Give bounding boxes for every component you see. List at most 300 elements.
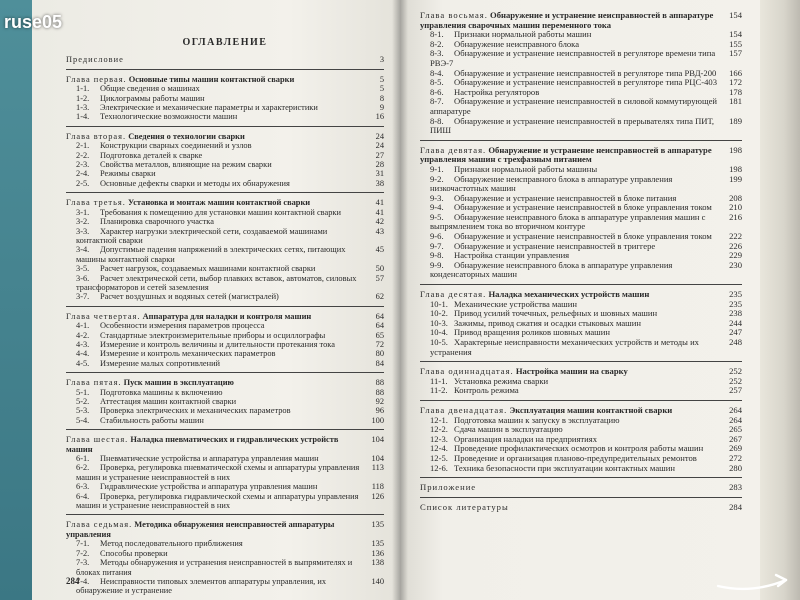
toc-page-number: 9 xyxy=(379,103,384,113)
toc-page-number: 178 xyxy=(729,86,742,97)
toc-section-entry xyxy=(76,94,384,103)
section-title: Проверка, регулировка пневматической схемы и аппаратуры управления машин и устранение неисправностей в них xyxy=(76,463,360,482)
section-title: Механические устройства машин xyxy=(454,299,577,309)
toc-page-number: 88 xyxy=(375,378,384,388)
toc-page-number: 210 xyxy=(729,202,742,213)
toc-section-entry xyxy=(430,117,742,136)
section-title: Расчет воздушных и водяных сетей (магистралей) xyxy=(100,292,279,302)
toc-page-number: 198 xyxy=(729,144,742,155)
toc-page-number: 16 xyxy=(375,112,384,122)
section-title: Обнаружение и устранение неисправностей в регуляторе времени типа РВЭ-7 xyxy=(430,49,716,68)
toc-section-entry xyxy=(76,558,384,577)
section-title: Расчет нагрузок, создаваемых машинами контактной сварки xyxy=(100,264,316,274)
section-number: 5-2. xyxy=(76,397,90,406)
section-number: 12-3. xyxy=(430,434,448,444)
toc-page-number: 41 xyxy=(375,198,384,208)
chapter-head: Предисловие xyxy=(66,55,124,65)
section-number: 6-2. xyxy=(76,463,90,473)
section-number: 3-6. xyxy=(76,273,90,283)
book-page-edges xyxy=(760,0,800,600)
section-number: 9-7. xyxy=(430,241,444,251)
section-number: 12-5. xyxy=(430,453,448,463)
section-number: 7-3. xyxy=(76,558,90,568)
toc-page-number: 229 xyxy=(729,250,742,261)
toc-page-number: 135 xyxy=(371,520,384,530)
section-title: Настройка станции управления xyxy=(454,251,570,261)
toc-page-number: 272 xyxy=(729,452,742,463)
toc-chapter-entry xyxy=(66,520,384,539)
chapter-name: Наладка механических устройств машин xyxy=(488,290,650,300)
chapter-name: Обнаружение и устранение неисправностей в аппаратуре управления машин с трехфазным питанием xyxy=(420,145,712,165)
section-title: Признаки нормальной работы машины xyxy=(454,164,598,174)
toc-page-number: 235 xyxy=(729,298,742,309)
toc-page-number: 140 xyxy=(371,576,384,586)
section-number: 4-3. xyxy=(76,339,90,349)
section-title: Обнаружение и устранение неисправностей в регуляторе типа РВД-200 xyxy=(454,68,717,78)
chapter-name: Наладка пневматических и гидравлических устройств машин xyxy=(66,435,339,454)
section-title: Обнаружение неисправного блока в аппаратуре управления конденсаторных машин xyxy=(430,260,673,280)
toc-section-entry xyxy=(430,435,742,445)
toc-section-entry xyxy=(76,549,384,558)
toc-page-number: 172 xyxy=(729,77,742,88)
section-number: 2-2. xyxy=(76,150,90,160)
toc-page-number: 135 xyxy=(371,539,384,549)
toc-page-number: 235 xyxy=(729,289,742,300)
section-number: 8-5. xyxy=(430,78,444,88)
toc-page-number: 280 xyxy=(729,462,742,473)
toc-section-entry xyxy=(430,242,742,252)
toc-page-number: 199 xyxy=(729,173,742,184)
section-number: 6-4. xyxy=(76,491,90,501)
toc-page-number: 284 xyxy=(729,501,742,512)
toc-section-entry xyxy=(76,349,384,358)
toc-section-entry xyxy=(430,49,742,68)
chapter-name: Аппаратура для наладки и контроля машин xyxy=(142,311,312,321)
toc-section-entry xyxy=(430,251,742,261)
toc-section-entry xyxy=(76,227,384,246)
toc-page-number: 57 xyxy=(375,273,384,283)
toc-section-entry xyxy=(430,97,742,116)
section-number: 7-4. xyxy=(76,576,90,586)
toc-chapter-entry xyxy=(420,503,742,513)
toc-page-number: 43 xyxy=(375,226,384,236)
toc-section-entry xyxy=(430,78,742,88)
section-title: Проверка электрических и механических параметров xyxy=(100,406,291,416)
section-number: 3-1. xyxy=(76,207,90,217)
chapter-name: Основные типы машин контактной сварки xyxy=(128,74,295,84)
chapter-name: Сведения о технологии сварки xyxy=(128,131,245,141)
section-number: 9-3. xyxy=(430,193,444,203)
toc-page-number: 28 xyxy=(375,160,384,170)
section-title: Проверка, регулировка гидравлической схемы и аппаратуры управления машин и устранение неисправностей в них xyxy=(76,491,359,511)
toc-section-entry xyxy=(76,112,384,121)
toc-section-entry xyxy=(76,577,384,596)
toc-section-entry xyxy=(76,388,384,397)
section-number: 9-9. xyxy=(430,260,444,270)
toc-section-entry xyxy=(430,165,742,175)
toc-section-entry xyxy=(430,319,742,329)
section-title: Обнаружение неисправного блока xyxy=(454,39,580,49)
toc-section-entry xyxy=(76,245,384,264)
section-title: Обнаружение и устранение неисправностей в блоке управления током xyxy=(454,232,712,242)
section-number: 10-2. xyxy=(430,309,448,319)
toc-chapter-entry xyxy=(420,290,742,300)
section-title: Допустимые падения напряжений в электрических сетях, питающих машины контактной сварки xyxy=(76,245,346,264)
section-title: Установка режима сварки xyxy=(454,376,549,386)
section-title: Характер нагрузки электрической сети, создаваемой машинами контактной сварки xyxy=(76,226,328,245)
toc-page-number: 92 xyxy=(375,397,384,406)
section-title: Требования к помещению для установки машин контактной сварки xyxy=(100,207,341,217)
section-title: Стабильность работы машин xyxy=(100,415,204,425)
book-cover xyxy=(0,0,32,600)
section-number: 3-2. xyxy=(76,217,90,227)
toc-page-number: 5 xyxy=(379,74,384,84)
toc-page-number: 157 xyxy=(729,48,742,59)
section-number: 9-6. xyxy=(430,232,444,242)
section-title: Проведение и организация планово-предупредительных ремонтов xyxy=(454,453,697,463)
chapter-head: Глава шестая. xyxy=(66,435,129,445)
section-title: Расчет электрической сети, выбор плавких вставок, автоматов, силовых трансформаторов и сетей заземления xyxy=(76,273,357,292)
chapter-head: Глава третья. xyxy=(66,198,126,208)
toc-page-number: 198 xyxy=(729,163,742,174)
toc-page-number: 264 xyxy=(729,414,742,425)
toc-page-number: 244 xyxy=(729,317,742,328)
toc-section-entry xyxy=(430,175,742,194)
chapter-divider xyxy=(66,514,384,515)
section-title: Техника безопасности при эксплуатации контактных машин xyxy=(454,463,675,473)
section-title: Обнаружение и устранение неисправностей в прерывателях типа ПИТ, ПИШ xyxy=(430,116,715,136)
section-title: Обнаружение и устранение неисправностей в блоке питания xyxy=(454,193,677,203)
section-title: Обнаружение неисправного блока в аппаратуре управления низкочастотных машин xyxy=(430,174,673,194)
section-number: 1-3. xyxy=(76,103,90,113)
section-title: Обнаружение неисправного блока в аппаратуре управления машин с выпрямлением тока во вторичном контуре xyxy=(430,212,706,232)
toc-page-number: 45 xyxy=(375,245,384,255)
section-title: Конструкции сварных соединений и узлов xyxy=(100,141,252,151)
section-number: 6-3. xyxy=(76,482,90,492)
toc-section-entry xyxy=(76,84,384,93)
section-title: Обнаружение и устранение неисправностей в регуляторе типа РЦС-403 xyxy=(454,78,717,88)
chapter-head: Глава пятая. xyxy=(66,378,122,388)
toc-section-entry xyxy=(76,103,384,112)
section-number: 4-1. xyxy=(76,321,90,331)
chapter-name: Обнаружение и устранение неисправностей в аппаратуре управления сварочных машин переменного тока xyxy=(420,11,714,30)
toc-section-entry xyxy=(430,69,742,79)
toc-section-entry xyxy=(430,203,742,213)
section-number: 8-3. xyxy=(430,49,444,59)
chapter-name: Установка и монтаж машин контактной сварки xyxy=(127,198,311,208)
toc-chapter-entry xyxy=(66,378,384,387)
chapter-divider xyxy=(66,306,384,307)
toc-page-number: 248 xyxy=(729,337,742,347)
section-number: 10-3. xyxy=(430,318,448,328)
toc-chapter-entry xyxy=(420,483,742,493)
section-number: 5-4. xyxy=(76,415,90,425)
section-title: Свойства металлов, влияющие на режим сварки xyxy=(100,160,272,170)
toc-page-number: 166 xyxy=(729,67,742,78)
toc-section-entry xyxy=(430,425,742,435)
toc-page-number: 252 xyxy=(729,375,742,386)
section-number: 9-1. xyxy=(430,164,444,174)
section-title: Циклограммы работы машин xyxy=(100,93,205,103)
toc-page-number: 230 xyxy=(729,259,742,270)
left-page xyxy=(32,0,400,600)
section-title: Признаки нормальной работы машин xyxy=(454,30,592,40)
section-number: 8-8. xyxy=(430,116,444,126)
section-title: Измерение и контроль механических параметров xyxy=(100,349,276,359)
section-title: Аттестация машин контактной сварки xyxy=(100,397,237,406)
toc-page-number: 104 xyxy=(371,435,384,445)
toc-section-entry xyxy=(430,40,742,50)
section-number: 12-2. xyxy=(430,425,448,435)
chapter-divider xyxy=(66,372,384,373)
toc-section-entry xyxy=(76,151,384,160)
toc-section-entry xyxy=(76,292,384,301)
toc-chapter-entry xyxy=(66,55,384,64)
section-number: 12-4. xyxy=(430,444,448,454)
toc-page-number: 222 xyxy=(729,231,742,242)
section-title: Неисправности типовых элементов аппаратуры управления, их обнаружение и устранение xyxy=(76,576,327,596)
toc-section-entry xyxy=(430,30,742,40)
toc-page-number: 64 xyxy=(375,311,384,321)
toc-page-number: 113 xyxy=(371,463,384,473)
section-title: Пневматические устройства и аппаратура управления машин xyxy=(100,454,319,464)
section-title: Особенности измерения параметров процесса xyxy=(100,321,265,331)
section-number: 11-2. xyxy=(430,386,448,396)
section-number: 8-1. xyxy=(430,30,444,40)
toc-chapter-entry xyxy=(420,146,742,165)
toc-section-entry xyxy=(76,179,384,188)
toc-section-entry xyxy=(76,217,384,226)
section-number: 7-1. xyxy=(76,539,90,549)
section-title: Контроль режима xyxy=(454,386,519,396)
section-number: 3-4. xyxy=(76,245,90,255)
toc-page-number: 226 xyxy=(729,240,742,251)
section-title: Подготовка машин к запуску в эксплуатацию xyxy=(454,415,620,425)
section-number: 2-3. xyxy=(76,160,90,170)
toc-page-number: 50 xyxy=(375,264,384,274)
toc-title: ОГЛАВЛЕНИЕ xyxy=(182,37,268,48)
toc-section-entry xyxy=(430,454,742,464)
chapter-divider xyxy=(420,361,742,362)
section-title: Способы проверки xyxy=(100,548,168,558)
toc-page-number: 42 xyxy=(375,217,384,227)
toc-list-left xyxy=(66,55,384,595)
section-title: Сдача машин в эксплуатацию xyxy=(454,425,563,435)
section-number: 2-5. xyxy=(76,178,90,188)
section-title: Подготовка машины к включению xyxy=(100,387,223,397)
toc-section-entry xyxy=(76,331,384,340)
toc-chapter-entry xyxy=(66,198,384,207)
toc-section-entry xyxy=(430,377,742,387)
section-number: 5-3. xyxy=(76,406,90,416)
chapter-divider xyxy=(66,126,384,127)
chapter-head: Глава восьмая. xyxy=(420,11,488,20)
chapter-head: Глава одиннадцатая. xyxy=(420,367,514,377)
toc-page-number: 3 xyxy=(379,55,384,65)
section-title: Характерные неисправности механических устройств и методы их устранения xyxy=(430,338,699,357)
toc-page-number: 238 xyxy=(729,308,742,319)
toc-section-entry xyxy=(76,359,384,368)
chapter-head: Глава десятая. xyxy=(420,290,487,300)
toc-section-entry xyxy=(76,160,384,169)
section-title: Основные дефекты сварки и методы их обнаружения xyxy=(100,178,290,188)
toc-page-number: 181 xyxy=(729,96,742,107)
chapter-divider xyxy=(420,477,742,478)
toc-section-entry xyxy=(430,464,742,474)
toc-page-number: 80 xyxy=(375,349,384,359)
chapter-head: Список литературы xyxy=(420,502,509,512)
chapter-head: Глава седьмая. xyxy=(66,520,133,530)
chapter-head: Приложение xyxy=(420,483,477,493)
toc-section-entry xyxy=(430,213,742,232)
toc-page-number: 88 xyxy=(375,387,384,397)
section-title: Гидравлические устройства и аппаратура управления машин xyxy=(100,482,318,492)
toc-section-entry xyxy=(430,328,742,338)
toc-page-number: 216 xyxy=(729,211,742,222)
chapter-name: Пуск машин в эксплуатацию xyxy=(123,378,234,388)
section-title: Зажимы, привод сжатия и осадки стыковых машин xyxy=(454,318,641,328)
toc-chapter-entry xyxy=(66,132,384,141)
toc-section-entry xyxy=(76,406,384,415)
toc-section-entry xyxy=(430,261,742,280)
toc-page-number: 269 xyxy=(729,443,742,454)
toc-page-number: 100 xyxy=(371,415,384,425)
section-number: 8-2. xyxy=(430,39,444,49)
toc-section-entry xyxy=(430,416,742,426)
section-title: Метод последовательного приближения xyxy=(100,539,243,549)
chapter-head: Глава первая. xyxy=(66,74,127,84)
section-number: 8-6. xyxy=(430,87,444,97)
toc-page-number: 208 xyxy=(729,192,742,203)
chapter-head: Глава четвертая. xyxy=(66,311,141,321)
toc-section-entry xyxy=(76,397,384,406)
section-number: 1-2. xyxy=(76,93,90,103)
section-title: Стандартные электроизмерительные приборы и осциллографы xyxy=(100,330,326,340)
toc-section-entry xyxy=(430,386,742,396)
chapter-name: Настройка машин на сварку xyxy=(515,367,628,377)
toc-section-entry xyxy=(430,194,742,204)
toc-page-number: 31 xyxy=(375,169,384,179)
section-title: Привод усилий точечных, рельефных и шовных машин xyxy=(454,309,658,319)
chapter-divider xyxy=(66,429,384,430)
toc-section-entry xyxy=(76,208,384,217)
toc-page-number: 264 xyxy=(729,404,742,415)
toc-page-number: 154 xyxy=(729,10,742,20)
section-number: 2-4. xyxy=(76,169,90,179)
section-title: Электрические и механические параметры и характеристики xyxy=(100,103,318,113)
page-number: 284 xyxy=(66,575,80,586)
book-gutter xyxy=(392,0,408,600)
toc-section-entry xyxy=(430,444,742,454)
toc-chapter-entry xyxy=(66,75,384,84)
section-title: Проведение профилактических осмотров и контроля работы машин xyxy=(454,444,704,454)
chapter-head: Глава вторая. xyxy=(66,131,127,141)
section-title: Методы обнаружения и устранения неисправностей в выпрямителях и блоках питания xyxy=(76,558,353,577)
toc-page-number: 64 xyxy=(375,321,384,331)
toc-page-number: 41 xyxy=(375,207,384,217)
toc-section-entry xyxy=(76,539,384,548)
toc-section-entry xyxy=(76,321,384,330)
section-number: 7-2. xyxy=(76,548,90,558)
section-number: 10-4. xyxy=(430,328,448,338)
section-number: 9-4. xyxy=(430,203,444,213)
section-number: 12-1. xyxy=(430,415,448,425)
section-title: Режимы сварки xyxy=(100,169,156,179)
toc-page-number: 138 xyxy=(371,558,384,568)
toc-page-number: 65 xyxy=(375,330,384,340)
toc-page-number: 104 xyxy=(371,454,384,464)
section-number: 9-8. xyxy=(430,251,444,261)
toc-section-entry xyxy=(76,169,384,178)
toc-page-number: 8 xyxy=(379,93,384,103)
section-title: Настройка регуляторов xyxy=(454,87,540,97)
toc-section-entry xyxy=(76,141,384,150)
section-number: 11-1. xyxy=(430,376,448,386)
section-title: Обнаружение и устранение неисправностей в блоке управления током xyxy=(454,203,712,213)
toc-page-number: 118 xyxy=(371,482,384,492)
toc-page-number: 84 xyxy=(375,358,384,368)
toc-section-entry xyxy=(76,264,384,273)
toc-page-number: 252 xyxy=(729,366,742,377)
toc-page-number: 24 xyxy=(375,141,384,151)
toc-chapter-entry xyxy=(420,11,742,30)
chapter-divider xyxy=(420,400,742,401)
watermark-logo: ruse05 xyxy=(4,12,63,32)
toc-page-number: 136 xyxy=(371,548,384,558)
section-number: 1-4. xyxy=(76,112,90,122)
toc-page-number: 189 xyxy=(729,115,742,126)
toc-section-entry xyxy=(76,274,384,293)
toc-chapter-entry xyxy=(66,312,384,321)
section-title: Измерение и контроль величины и длительности протекания тока xyxy=(100,339,335,349)
toc-chapter-entry xyxy=(420,406,742,416)
toc-page-number: 155 xyxy=(729,38,742,49)
section-number: 8-7. xyxy=(430,97,444,107)
section-title: Измерение малых сопротивлений xyxy=(100,358,221,368)
chapter-divider xyxy=(420,140,742,141)
toc-section-entry xyxy=(430,232,742,242)
toc-section-entry xyxy=(76,340,384,349)
toc-section-entry xyxy=(430,338,742,357)
toc-section-entry xyxy=(76,482,384,491)
section-number: 9-5. xyxy=(430,212,444,222)
chapter-divider xyxy=(66,192,384,193)
right-page xyxy=(400,0,760,600)
section-title: Планировка сварочного участка xyxy=(100,217,214,227)
section-number: 5-1. xyxy=(76,387,90,397)
toc-section-entry xyxy=(76,492,384,511)
toc-section-entry xyxy=(430,309,742,319)
toc-page-number: 38 xyxy=(375,178,384,188)
section-title: Организация наладки на предприятиях xyxy=(454,434,598,444)
section-number: 3-7. xyxy=(76,292,90,302)
section-title: Привод вращения роликов шовных машин xyxy=(454,328,610,338)
chapter-name: Эксплуатация машин контактной сварки xyxy=(509,405,673,415)
toc-page-number: 96 xyxy=(375,406,384,416)
section-number: 1-1. xyxy=(76,84,90,94)
section-title: Подготовка деталей к сварке xyxy=(100,150,203,160)
toc-page-number: 27 xyxy=(375,150,384,160)
chapter-name: Методика обнаружения неисправностей аппаратуры управления xyxy=(66,520,335,539)
bazar-logo-icon xyxy=(712,566,792,594)
toc-page-number: 72 xyxy=(375,339,384,349)
toc-page-number: 265 xyxy=(729,424,742,435)
section-number: 4-2. xyxy=(76,330,90,340)
toc-page-number: 257 xyxy=(729,385,742,396)
chapter-head: Глава двенадцатая. xyxy=(420,405,508,415)
toc-section-entry xyxy=(76,416,384,425)
toc-section-entry xyxy=(430,88,742,98)
